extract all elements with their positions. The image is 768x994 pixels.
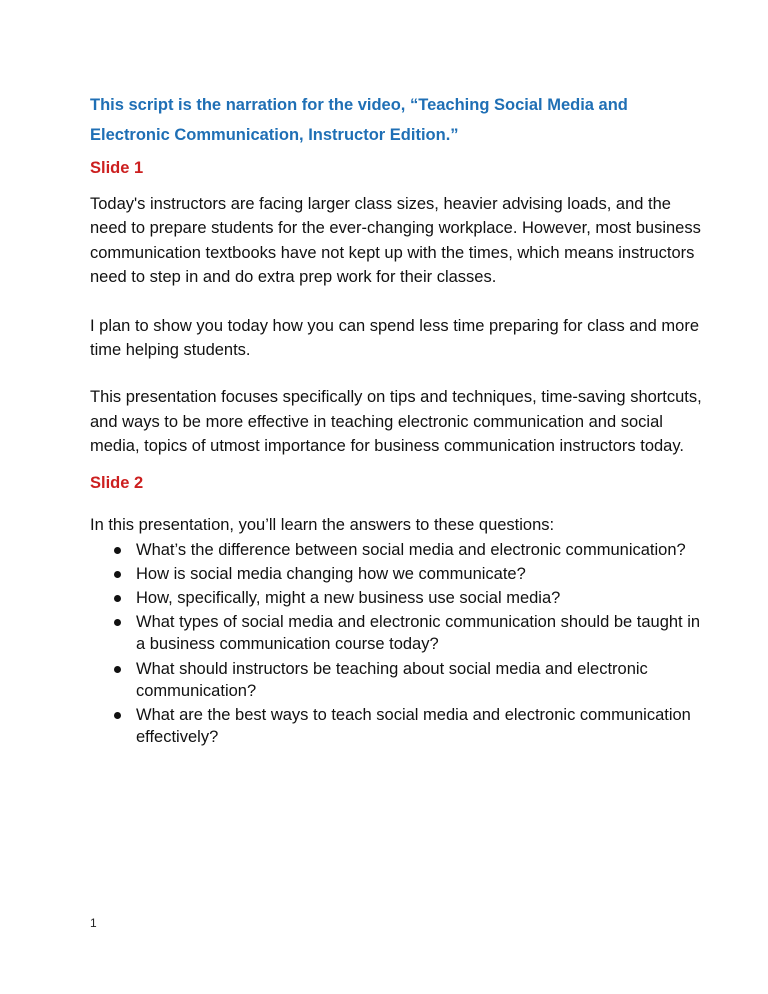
bullet-icon [114,619,121,626]
slide-2-heading: Slide 2 [90,473,144,492]
list-item-text: What’s the difference between social media and electronic communication? [136,540,686,559]
bullet-icon [114,595,121,602]
bullet-icon [114,547,121,554]
bullet-icon [114,712,121,719]
intro-line-1: This script is the narration for the video, “Teaching Social Media and [90,96,628,114]
page-number: 1 [90,916,97,930]
bullet-icon [114,666,121,673]
list-item-text: What are the best ways to teach social media and electronic communication effectively? [136,706,691,747]
list-item [90,563,710,585]
list-item-text: How, specifically, might a new business use social media? [136,589,561,608]
slide-2-lead: In this presentation, you’ll learn the answers to these questions: [90,515,555,534]
list-item-text: What types of social media and electronic communication should be taught in a business communication course today? [136,613,701,654]
document-page [90,90,710,750]
list-item [90,658,710,702]
slide-1-paragraph-3: This presentation focuses specifically on tips and techniques, time-saving shortcuts, and ways to be more effective in teaching electronic communication and social media, topics of utmost importance for business communication instructors today. [90,388,702,456]
slide-1-paragraph-2: I plan to show you today how you can spend less time preparing for class and more time helping students. [90,316,700,360]
list-item-text: How is social media changing how we communicate? [136,564,526,583]
intro-statement [90,90,710,150]
slide-1-paragraph-1: Today's instructors are facing larger class sizes, heavier advising loads, and the need to prepare students for the ever-changing workplace. However, most business communication textbooks have not kept up with the times, which means instructors need to step in and do extra prep work for their classes. [90,195,701,287]
slide-1-heading: Slide 1 [90,159,144,177]
list-item [90,539,710,561]
list-item [90,704,710,748]
list-item [90,587,710,609]
question-list [90,539,710,749]
list-item [90,611,710,655]
list-item-text: What should instructors be teaching about social media and electronic communication? [136,659,648,700]
bullet-icon [114,571,121,578]
intro-line-2: Electronic Communication, Instructor Edition.” [90,126,459,144]
